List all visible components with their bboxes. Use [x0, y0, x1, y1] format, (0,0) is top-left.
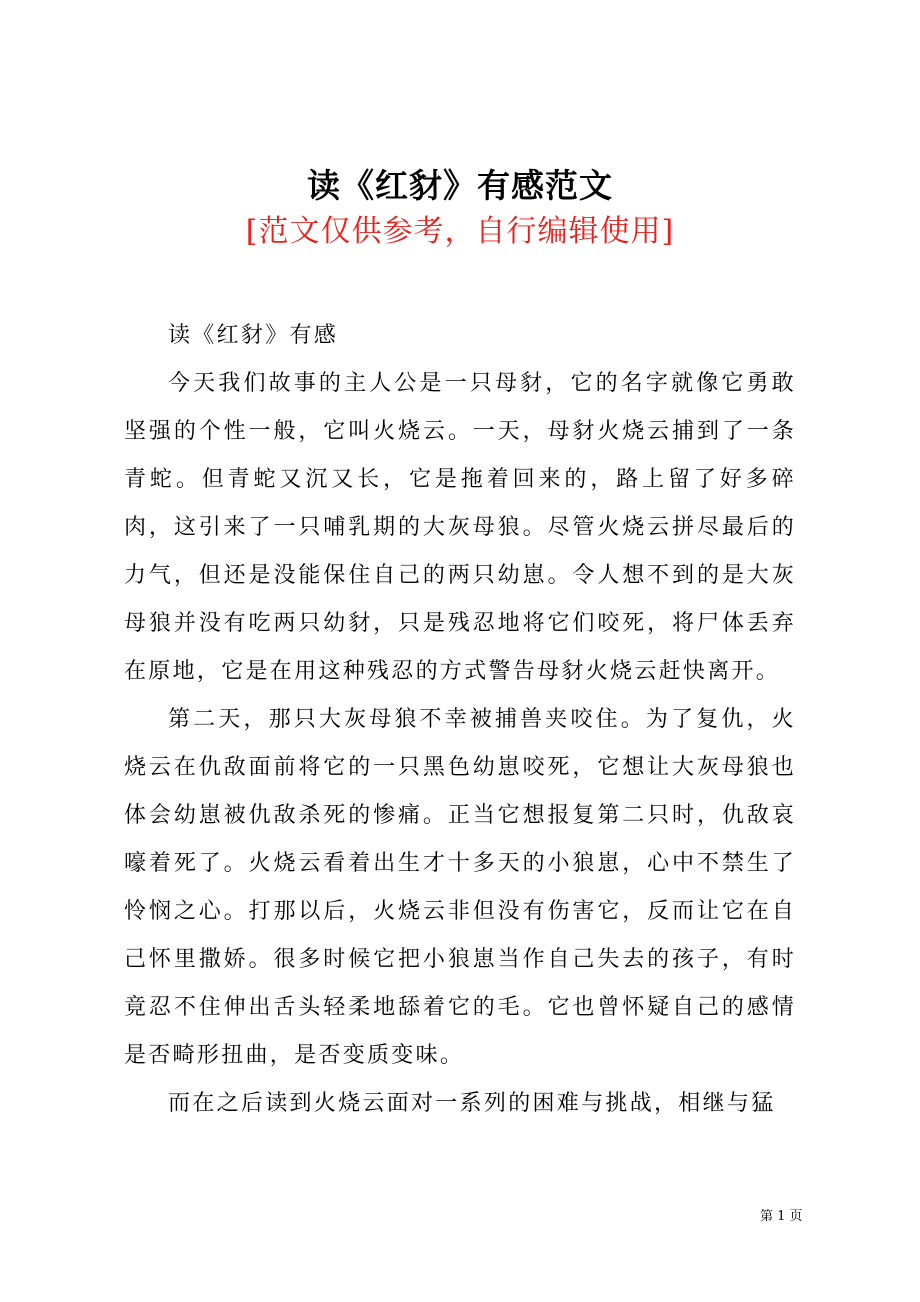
- page-number: 第 1 页: [760, 1209, 803, 1224]
- paragraph: 读《红豺》有感: [168, 323, 339, 348]
- paragraph: 今天我们故事的主人公是一只母豺，它的名字就像它勇敢坚强的个性一般，它叫火烧云。一天，母豺火烧云捕到了一条青蛇。但青蛇又沉又长，它是拖着回来的，路上留了好多碎肉，这引来了一只哺乳期的大灰母狼。尽管火烧云拼尽最后的力气，但还是没能保住自己的两只幼崽。令人想不到的是大灰母狼并没有吃两只幼豺，只是残忍地将它们咬死，将尸体丢弃在原地，它是在用这种残忍的方式警告母豺火烧云赶快离开。: [124, 371, 796, 684]
- paragraph: 第二天，那只大灰母狼不幸被捕兽夹咬住。为了复仇，火烧云在仇敌面前将它的一只黑色幼崽咬死，它想让大灰母狼也体会幼崽被仇敌杀死的惨痛。正当它想报复第二只时，仇敌哀嚎着死了。火烧云看着出生才十多天的小狼崽，心中不禁生了怜悯之心。打那以后，火烧云非但没有伤害它，反而让它在自己怀里撒娇。很多时候它把小狼崽当作自己失去的孩子，有时竟忍不住伸出舌头轻柔地舔着它的毛。它也曾怀疑自己的感情是否畸形扭曲，是否变质变味。: [124, 707, 796, 1068]
- document-title: 读《红豺》有感范文: [307, 166, 613, 205]
- document-subtitle: [范文仅供参考，自行编辑使用]: [245, 214, 675, 249]
- document-body: [124, 312, 796, 1128]
- paragraph: 而在之后读到火烧云面对一系列的困难与挑战，相继与猛: [168, 1091, 776, 1116]
